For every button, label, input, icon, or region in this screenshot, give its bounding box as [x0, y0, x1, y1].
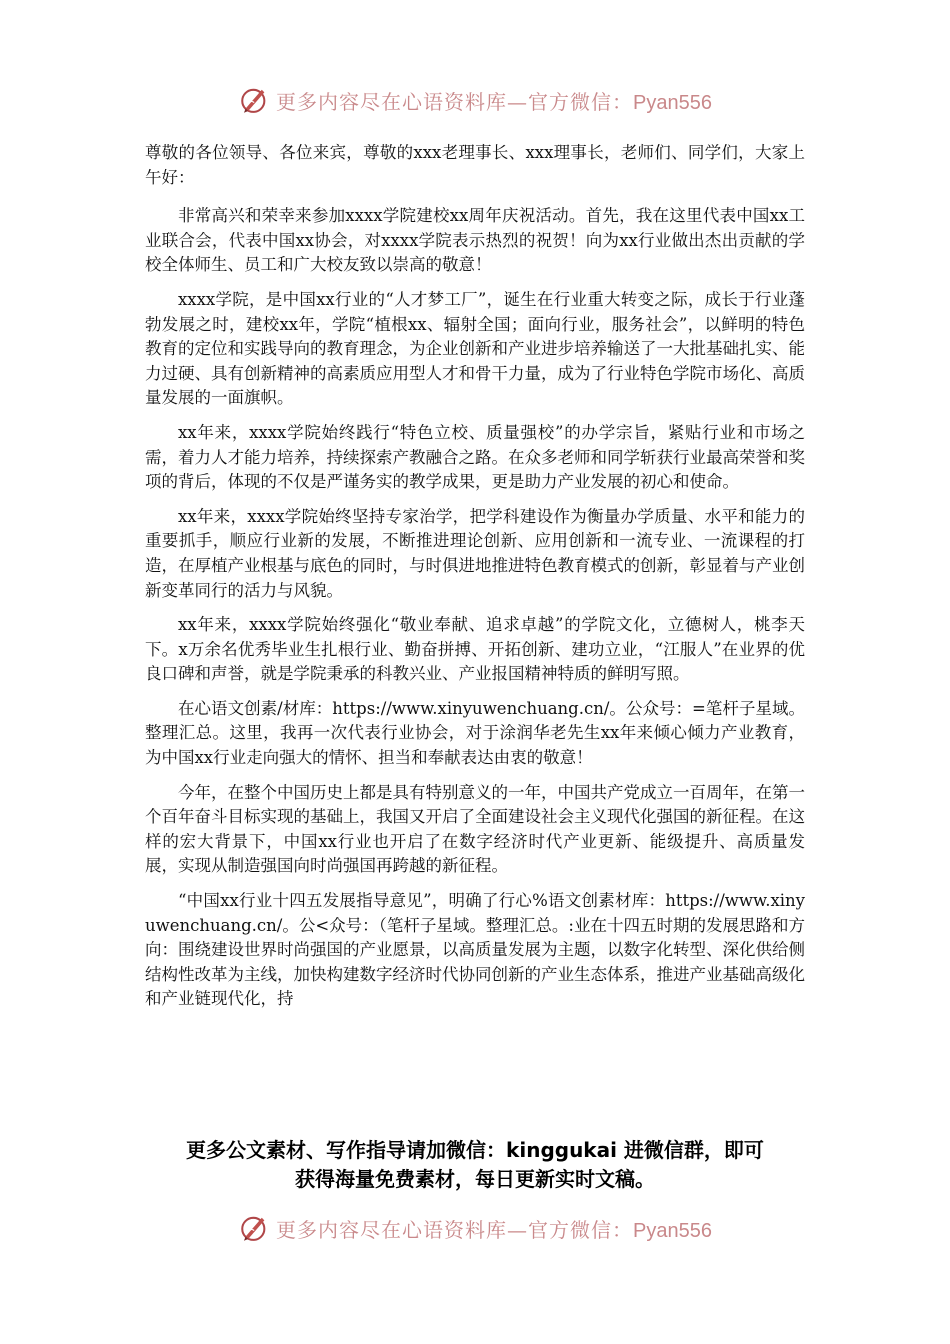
document-body — [145, 141, 805, 1012]
header-banner — [0, 80, 950, 120]
promo-line-1: 更多公文素材、写作指导请加微信：kinggukai 进微信群，即可 — [186, 1138, 764, 1162]
body-paragraph: 今年，在整个中国历史上都是具有特别意义的一年，中国共产党成立一百周年，在第一个百年奋斗目标实现的基础上，我国又开启了全面建设社会主义现代化强国的新征程。在这样的宏大背景下，中国xx行业也开启了在数字经济时代产业更新、能级提升、高质量发展，实现从制造强国向时尚强国再跨越的新征程。 — [145, 782, 805, 876]
body-paragraph-truncated: “中国xx行业十四五发展指导意见”，明确了行心%语文创素材库：https://www.xinyuwenchuang.cn/。公<众号：（笔杆子星域。整理汇总。:业在十四五时期的发展思路和方向：围绕建设世界时尚强国的产业愿景，以高质量发展为主题，以数字化转型、深化供给侧结构性改革为主线，加快构建数字经济时代协同创新的产业生态体系，推进产业基础高级化和产业链现代化，持 — [145, 891, 805, 1009]
greeting-paragraph: 尊敬的各位领导、各位来宾，尊敬的xxx老理事长、xxx理事长，老师们、同学们，大家上午好： — [145, 143, 805, 187]
body-paragraph: xx年来，xxxx学院始终强化“敬业奉献、追求卓越”的学院文化，立德树人，桃李天下。x万余名优秀毕业生扎根行业、勤奋拼搏、开拓创新、建功立业，“江服人”在业界的优良口碑和声誉，就是学院秉承的科教兴业、产业报国精神特质的鲜明写照。 — [145, 615, 805, 684]
pen-circle-logo-icon — [238, 83, 272, 117]
footer-wechat-handle: Pyan556 — [633, 1219, 712, 1242]
header-wechat-handle: Pyan556 — [633, 91, 712, 114]
body-paragraph: xx年来，xxxx学院始终坚持专家治学，把学科建设作为衡量办学质量、水平和能力的重要抓手，顺应行业新的发展，不断推进理论创新、应用创新和一流专业、一流课程的打造，在厚植产业根基与底色的同时，与时俱进地推进特色教育模式的创新，彰显着与产业创新变革同行的活力与风貌。 — [145, 506, 805, 600]
pen-circle-logo-icon — [238, 1211, 272, 1245]
body-paragraph: 在心语文创素/材库：https://www.xinyuwenchuang.cn/。公众号：=笔杆子星域。整理汇总。这里，我再一次代表行业协会，对于涂润华老先生xx年来倾心倾力产业教育，为中国xx行业走向强大的情怀、担当和奉献表达由衷的敬意！ — [145, 698, 805, 768]
footer-banner — [0, 1208, 950, 1248]
body-paragraph: 非常高兴和荣幸来参加xxxx学院建校xx周年庆祝活动。首先，我在这里代表中国xx工业联合会，代表中国xx协会，对xxxx学院表示热烈的祝贺！向为xx行业做出杰出贡献的学校全体师生、员工和广大校友致以崇高的敬意！ — [145, 206, 805, 275]
promo-line-2: 获得海量免费素材，每日更新实时文稿。 — [295, 1167, 655, 1191]
body-paragraph: xx年来，xxxx学院始终践行“特色立校、质量强校”的办学宗旨，紧贴行业和市场之需，着力人才能力培养，持续探索产教融合之路。在众多老师和同学斩获行业最高荣誉和奖项的背后，体现的不仅是严谨务实的教学成果，更是助力产业发展的初心和使命。 — [145, 422, 805, 492]
header-banner-text: 更多内容尽在心语资料库—官方微信：Pyan556 — [276, 89, 712, 114]
footer-banner-text: 更多内容尽在心语资料库—官方微信：Pyan556 — [276, 1217, 712, 1242]
promo-notice — [120, 1136, 830, 1194]
body-paragraph: xxxx学院，是中国xx行业的“人才梦工厂”，诞生在行业重大转变之际，成长于行业蓬勃发展之时，建校xx年，学院“植根xx、辐射全国；面向行业，服务社会”，以鲜明的特色教育的定位和实践导向的教育理念，为企业创新和产业进步培养输送了一大批基础扎实、能力过硬、具有创新精神的高素质应用型人才和骨干力量，成为了行业特色学院市场化、高质量发展的一面旗帜。 — [145, 289, 805, 408]
